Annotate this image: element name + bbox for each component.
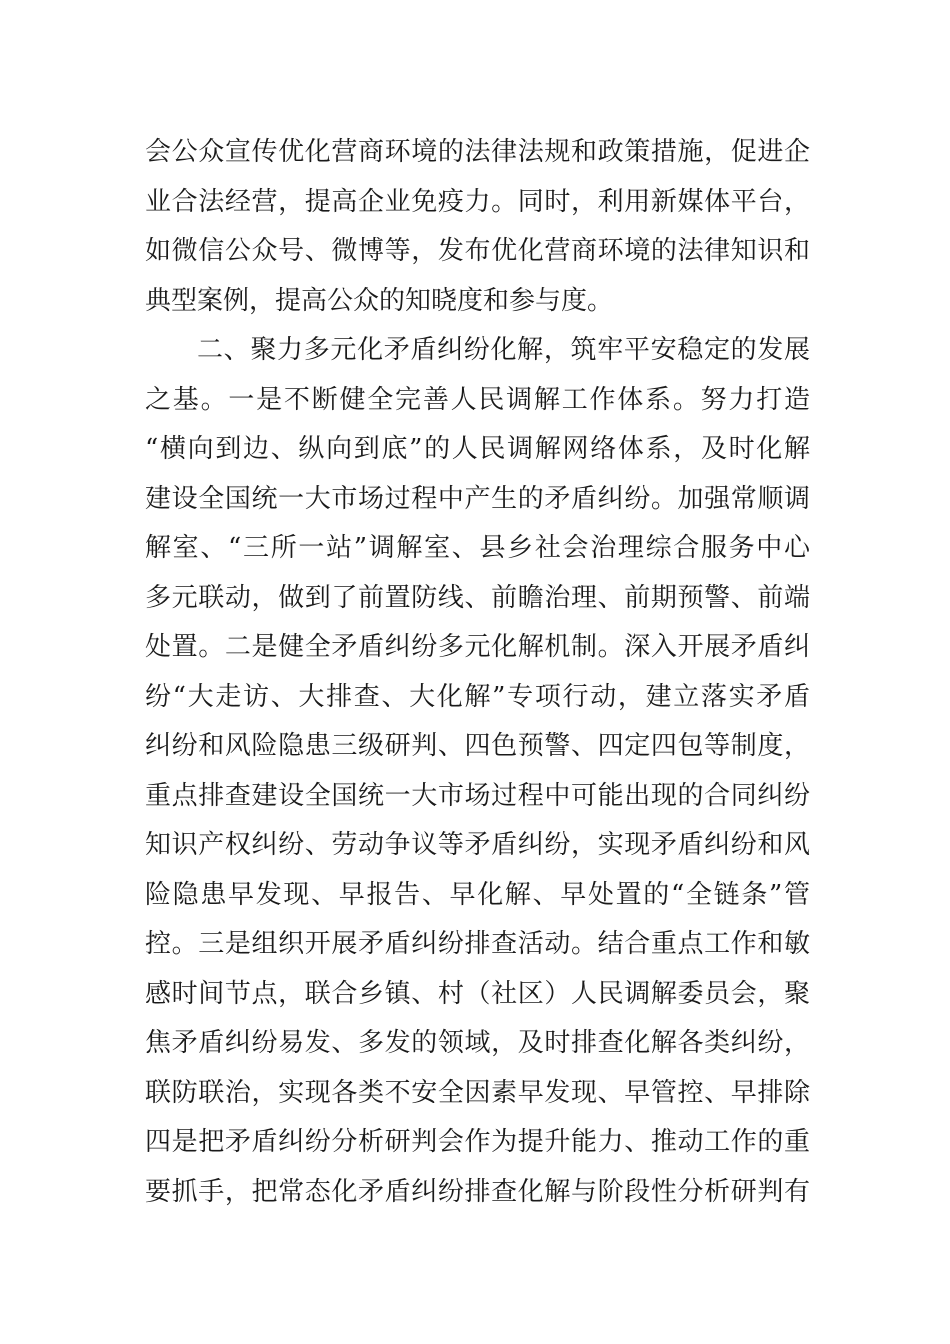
text-line: 如微信公众号、微博等，发布优化营商环境的法律知识和 [145,236,810,266]
text-line: 业合法经营，提高企业免疫力。同时，利用新媒体平台， [145,186,810,217]
body-text [145,128,810,1217]
text-line: 险隐患早发现、早报告、早化解、早处置的“全链条”管 [145,879,810,910]
paragraph-heading-line: 二、聚力多元化矛盾纠纷化解，筑牢平安稳定的发展 [197,335,810,365]
text-line: 四是把矛盾纠纷分析研判会作为提升能力、推动工作的重 [145,1127,810,1157]
text-line: 处置。二是健全矛盾纠纷多元化解机制。深入开展矛盾纠 [145,632,810,662]
text-line: 感时间节点，联合乡镇、村（社区）人民调解委员会，聚 [145,978,810,1009]
text-line: “横向到边、纵向到底”的人民调解网络体系，及时化解 [145,434,810,464]
text-line: 会公众宣传优化营商环境的法律法规和政策措施，促进企 [145,137,810,167]
text-line: 纷“大走访、大排查、大化解”专项行动，建立落实矛盾 [145,681,810,712]
text-line: 典型案例，提高公众的知晓度和参与度。 [145,285,614,316]
text-line: 要抓手，把常态化矛盾纠纷排查化解与阶段性分析研判有 [145,1176,810,1207]
text-line: 建设全国统一大市场过程中产生的矛盾纠纷。加强常顺调 [145,483,810,514]
text-line: 控。三是组织开展矛盾纠纷排查活动。结合重点工作和敏 [145,929,810,959]
text-line: 之基。一是不断健全完善人民调解工作体系。努力打造 [145,384,810,415]
text-line: 联防联治，实现各类不安全因素早发现、早管控、早排除 [145,1077,810,1108]
text-line: 焦矛盾纠纷易发、多发的领域，及时排查化解各类纠纷， [145,1028,810,1058]
text-line: 多元联动，做到了前置防线、前瞻治理、前期预警、前端 [145,582,810,613]
text-line: 知识产权纠纷、劳动争议等矛盾纠纷，实现矛盾纠纷和风 [145,830,810,860]
text-line: 纠纷和风险隐患三级研判、四色预警、四定四包等制度， [145,731,810,761]
text-line: 重点排查建设全国统一大市场过程中可能出现的合同纠纷 [145,780,810,811]
text-line: 解室、“三所一站”调解室、县乡社会治理综合服务中心 [145,533,810,563]
